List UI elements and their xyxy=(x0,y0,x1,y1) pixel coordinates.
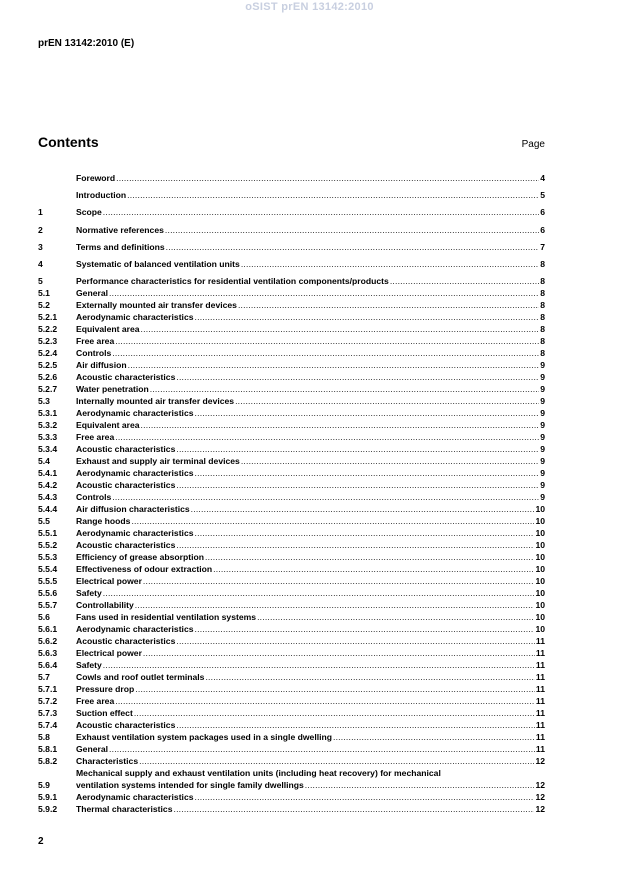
toc-entry-title: Characteristics xyxy=(76,756,139,767)
toc-entry[interactable] xyxy=(38,563,545,575)
toc-entry-page: 9 xyxy=(540,468,545,479)
toc-leader-dots xyxy=(128,359,540,371)
toc-entry-title: Systematic of balanced ventilation units xyxy=(76,258,240,269)
toc-leader-dots xyxy=(195,407,540,419)
toc-entry-number: 5.2.5 xyxy=(38,360,58,371)
toc-entry-number: 5.7 xyxy=(38,672,50,683)
toc-entry-page: 11 xyxy=(535,696,545,707)
toc-entry-title: Electrical power xyxy=(76,576,142,587)
toc-entry-number: 5.5 xyxy=(38,516,50,527)
toc-entry[interactable] xyxy=(38,719,545,731)
toc-entry-number: 5.9 xyxy=(38,780,50,791)
toc-entry-number: 3 xyxy=(38,241,43,252)
toc-entry-number: 1 xyxy=(38,207,43,218)
toc-entry[interactable] xyxy=(38,659,545,671)
toc-entry-page: 10 xyxy=(535,612,545,623)
toc-entry-title: Safety xyxy=(76,588,102,599)
toc-entry-page: 5 xyxy=(540,190,545,201)
toc-entry[interactable] xyxy=(38,479,545,491)
toc-entry[interactable] xyxy=(38,671,545,683)
toc-leader-dots xyxy=(205,671,534,683)
toc-entry[interactable] xyxy=(38,224,545,236)
toc-entry-number: 5.7.4 xyxy=(38,720,58,731)
toc-entry-page: 7 xyxy=(540,241,545,252)
toc-entry[interactable] xyxy=(38,359,545,371)
toc-entry-title-continued: ventilation systems intended for single family dwellings xyxy=(76,780,304,791)
toc-entry[interactable] xyxy=(38,323,545,335)
toc-entry-number: 5.2.7 xyxy=(38,384,58,395)
toc-leader-dots xyxy=(143,647,535,659)
toc-leader-dots xyxy=(333,731,535,743)
toc-entry[interactable] xyxy=(38,803,545,815)
toc-entry-page: 8 xyxy=(540,312,545,323)
toc-entry[interactable] xyxy=(38,287,545,299)
toc-entry[interactable] xyxy=(38,515,545,527)
toc-entry-page: 8 xyxy=(540,288,545,299)
toc-entry[interactable] xyxy=(38,172,545,184)
toc-entry[interactable] xyxy=(38,443,545,455)
toc-entry-page: 8 xyxy=(540,324,545,335)
toc-entry-number: 5.6.4 xyxy=(38,660,58,671)
toc-entry-number: 5.4.3 xyxy=(38,492,58,503)
toc-entry-title: Free area xyxy=(76,432,115,443)
toc-entry-page: 11 xyxy=(535,708,545,719)
watermark: oSIST prEN 13142:2010 xyxy=(245,1,374,13)
toc-entry-number: 5.7.1 xyxy=(38,684,58,695)
toc-entry-page: 9 xyxy=(540,480,545,491)
toc-entry-number: 5.2.1 xyxy=(38,312,58,323)
toc-entry-title: Water penetration xyxy=(76,384,149,395)
toc-entry-number: 5.3.2 xyxy=(38,420,58,431)
toc-entry-page: 10 xyxy=(535,600,545,611)
toc-entry[interactable] xyxy=(38,647,545,659)
toc-entry-title: Scope xyxy=(76,207,102,218)
toc-entry[interactable] xyxy=(38,695,545,707)
toc-entry-title: Electrical power xyxy=(76,648,142,659)
toc-entry-page: 11 xyxy=(535,720,545,731)
toc-entry-page: 10 xyxy=(535,540,545,551)
toc-entry-number: 5.2 xyxy=(38,300,50,311)
toc-entry-number: 5.6.3 xyxy=(38,648,58,659)
toc-leader-dots xyxy=(195,791,535,803)
toc-entry-title: Aerodynamic characteristics xyxy=(76,468,194,479)
toc-entry-page: 10 xyxy=(535,516,545,527)
toc-entry-title: Foreword xyxy=(76,173,116,183)
page-title: Contents xyxy=(38,134,99,150)
toc-entry[interactable] xyxy=(38,587,545,599)
toc-entry-title: Aerodynamic characteristics xyxy=(76,408,194,419)
toc-entry-number: 2 xyxy=(38,224,43,235)
toc-entry-number: 5.3.3 xyxy=(38,432,58,443)
toc-entry-page: 6 xyxy=(540,224,545,235)
toc-entry[interactable] xyxy=(38,767,545,791)
toc-entry-page: 11 xyxy=(535,684,545,695)
toc-entry-number: 5.2.3 xyxy=(38,336,58,347)
toc-entry-page: 11 xyxy=(535,660,545,671)
toc-leader-dots xyxy=(115,695,535,707)
toc-entry-title: Free area xyxy=(76,696,115,707)
toc-entry[interactable] xyxy=(38,347,545,359)
toc-entry-title: Effectiveness of odour extraction xyxy=(76,564,213,575)
toc-entry[interactable] xyxy=(38,539,545,551)
toc-entry[interactable] xyxy=(38,551,545,563)
toc-entry-title: Free area xyxy=(76,336,115,347)
toc-entry-title: Aerodynamic characteristics xyxy=(76,624,194,635)
toc-leader-dots xyxy=(112,347,539,359)
toc-entry-title: Cowls and roof outlet terminals xyxy=(76,672,205,683)
toc-entry-page: 9 xyxy=(540,372,545,383)
toc-entry[interactable] xyxy=(38,419,545,431)
toc-leader-dots xyxy=(115,335,539,347)
toc-entry[interactable] xyxy=(38,395,545,407)
toc-entry-title: Range hoods xyxy=(76,516,131,527)
toc-entry-title: Safety xyxy=(76,660,102,671)
toc-entry-page: 9 xyxy=(540,492,545,503)
toc-entry-page: 11 xyxy=(535,744,545,755)
toc-leader-dots xyxy=(257,611,534,623)
toc-entry-title: Acoustic characteristics xyxy=(76,480,176,491)
toc-entry-number: 5.3 xyxy=(38,396,50,407)
toc-entry[interactable] xyxy=(38,311,545,323)
toc-entry-number: 5.4.4 xyxy=(38,504,58,515)
toc-entry-title: Acoustic characteristics xyxy=(76,372,176,383)
toc-entry-title: Acoustic characteristics xyxy=(76,540,176,551)
toc-entry[interactable] xyxy=(38,455,545,467)
toc-entry-number: 5.7.2 xyxy=(38,696,58,707)
toc-leader-dots xyxy=(195,467,540,479)
toc-entry-page: 9 xyxy=(540,360,545,371)
toc-entry-page: 9 xyxy=(540,384,545,395)
toc-leader-dots xyxy=(141,419,540,431)
toc-entry-number: 5.5.6 xyxy=(38,588,58,599)
toc-entry-page: 9 xyxy=(540,420,545,431)
toc-entry[interactable] xyxy=(38,407,545,419)
toc-leader-dots xyxy=(143,575,535,587)
toc-entry-page: 11 xyxy=(535,648,545,659)
toc-entry-page: 10 xyxy=(535,588,545,599)
toc-leader-dots xyxy=(176,539,534,551)
toc-entry[interactable] xyxy=(38,431,545,443)
toc-entry-number: 5.6.2 xyxy=(38,636,58,647)
toc-leader-dots xyxy=(195,623,535,635)
toc-leader-dots xyxy=(134,707,535,719)
toc-leader-dots xyxy=(174,803,535,815)
toc-entry-number: 5.6 xyxy=(38,612,50,623)
toc-entry-number: 5.5.5 xyxy=(38,576,58,587)
toc-entry-number: 5.8 xyxy=(38,732,50,743)
toc-entry-number: 5.9.2 xyxy=(38,804,58,815)
toc-entry-page: 11 xyxy=(535,672,545,683)
toc-entry-page: 9 xyxy=(540,444,545,455)
toc-entry-number: 5.3.1 xyxy=(38,408,58,419)
toc-entry-number: 5.5.3 xyxy=(38,552,58,563)
toc-entry-title: Internally mounted air transfer devices xyxy=(76,396,235,407)
toc-entry-number: 5.4.1 xyxy=(38,468,58,479)
toc-entry-number: 5.1 xyxy=(38,288,50,299)
toc-leader-dots xyxy=(241,455,539,467)
toc-entry[interactable] xyxy=(38,189,545,201)
toc-leader-dots xyxy=(115,431,539,443)
toc-entry-title: Thermal characteristics xyxy=(76,804,173,815)
toc-leader-dots xyxy=(141,323,540,335)
toc-entry-number: 5.5.2 xyxy=(38,540,58,551)
toc-leader-dots xyxy=(191,503,535,515)
toc-entry[interactable] xyxy=(38,241,545,253)
toc-entry-title: Aerodynamic characteristics xyxy=(76,528,194,539)
toc-entry[interactable] xyxy=(38,707,545,719)
toc-entry[interactable] xyxy=(38,791,545,803)
toc-entry-title: Introduction xyxy=(76,190,127,201)
toc-entry-number: 5.9.1 xyxy=(38,792,58,803)
toc-entry-page: 10 xyxy=(535,564,545,575)
toc-entry-title: Efficiency of grease absorption xyxy=(76,552,204,563)
toc-entry-number: 5.5.4 xyxy=(38,564,58,575)
toc-entry-title: Equivalent area xyxy=(76,324,140,335)
toc-entry-title: Aerodynamic characteristics xyxy=(76,792,194,803)
toc-entry-page: 9 xyxy=(540,408,545,419)
toc-entry-title: Controls xyxy=(76,492,112,503)
toc-entry-title: Pressure drop xyxy=(76,684,135,695)
toc-entry[interactable] xyxy=(38,575,545,587)
toc-entry-title: Normative references xyxy=(76,224,164,235)
toc-entry-number: 5.5.7 xyxy=(38,600,58,611)
toc-entry-number: 5.2.6 xyxy=(38,372,58,383)
toc-entry-title: General xyxy=(76,744,109,755)
toc-entry[interactable] xyxy=(38,527,545,539)
toc-entry-number: 5.5.1 xyxy=(38,528,58,539)
toc-leader-dots xyxy=(176,719,535,731)
toc-entry-page: 8 xyxy=(540,348,545,359)
toc-leader-dots xyxy=(235,395,539,407)
toc-entry[interactable] xyxy=(38,635,545,647)
toc-leader-dots xyxy=(238,299,539,311)
toc-entry-number: 5.8.1 xyxy=(38,744,58,755)
toc-leader-dots xyxy=(150,383,539,395)
toc-entry-title: Exhaust and supply air terminal devices xyxy=(76,456,240,467)
toc-leader-dots xyxy=(305,779,535,791)
toc-leader-dots xyxy=(103,587,535,599)
toc-leader-dots xyxy=(116,172,539,184)
toc-entry[interactable] xyxy=(38,623,545,635)
toc-leader-dots xyxy=(166,241,540,253)
toc-entry-number: 5.8.2 xyxy=(38,756,58,767)
toc-entry[interactable] xyxy=(38,611,545,623)
toc-entry-title: Externally mounted air transfer devices xyxy=(76,300,237,311)
toc-entry-page: 10 xyxy=(535,528,545,539)
toc-entry-page: 8 xyxy=(540,258,545,269)
toc-entry-page: 9 xyxy=(540,432,545,443)
toc-entry-page: 12 xyxy=(535,756,545,767)
toc-entry[interactable] xyxy=(38,275,545,287)
toc-entry-page: 12 xyxy=(535,780,545,791)
toc-leader-dots xyxy=(103,659,535,671)
toc-leader-dots xyxy=(176,443,539,455)
toc-entry-title: General xyxy=(76,288,109,299)
toc-entry-page: 12 xyxy=(535,804,545,815)
toc-entry-number: 5.2.4 xyxy=(38,348,58,359)
toc-entry-page: 9 xyxy=(540,396,545,407)
toc-leader-dots xyxy=(109,287,539,299)
toc-entry-title: Acoustic characteristics xyxy=(76,720,176,731)
toc-entry-page: 10 xyxy=(535,624,545,635)
toc-entry[interactable] xyxy=(38,467,545,479)
toc-entry-title: Equivalent area xyxy=(76,420,140,431)
toc-entry-page: 10 xyxy=(535,552,545,563)
toc-leader-dots xyxy=(176,371,539,383)
toc-entry-number: 5.6.1 xyxy=(38,624,58,635)
toc-entry-title: Air diffusion xyxy=(76,360,127,371)
toc-entry-title: Mechanical supply and exhaust ventilation units (including heat recovery) for mechanical xyxy=(76,768,441,779)
toc-entry-page: 11 xyxy=(535,732,545,743)
toc-entry-page: 6 xyxy=(540,207,545,218)
toc-entry[interactable] xyxy=(38,371,545,383)
toc-leader-dots xyxy=(135,683,535,695)
toc-entry-page: 12 xyxy=(535,792,545,803)
toc-leader-dots xyxy=(165,224,539,236)
page-column-header: Page xyxy=(521,139,545,150)
toc-entry-page: 4 xyxy=(540,173,545,183)
toc-entry-title: Controls xyxy=(76,348,112,359)
toc-entry-page: 9 xyxy=(540,456,545,467)
toc-entry[interactable] xyxy=(38,683,545,695)
toc-leader-dots xyxy=(241,258,539,270)
toc-leader-dots xyxy=(176,479,539,491)
toc-entry-page: 8 xyxy=(540,276,545,287)
toc-entry-title: Fans used in residential ventilation systems xyxy=(76,612,257,623)
toc-entry-number: 5.4 xyxy=(38,456,50,467)
toc-entry[interactable] xyxy=(38,258,545,270)
toc-entry-number: 5.4.2 xyxy=(38,480,58,491)
toc-entry[interactable] xyxy=(38,599,545,611)
toc-leader-dots xyxy=(135,599,535,611)
table-of-contents xyxy=(38,172,545,815)
toc-entry-number: 4 xyxy=(38,258,43,269)
toc-leader-dots xyxy=(103,206,539,218)
toc-entry-page: 11 xyxy=(535,636,545,647)
toc-entry-title: Aerodynamic characteristics xyxy=(76,312,194,323)
toc-entry[interactable] xyxy=(38,743,545,755)
toc-entry-title: Suction effect xyxy=(76,708,133,719)
toc-entry-title: Acoustic characteristics xyxy=(76,636,176,647)
toc-entry[interactable] xyxy=(38,755,545,767)
toc-leader-dots xyxy=(195,527,535,539)
toc-leader-dots xyxy=(205,551,534,563)
toc-entry-page: 8 xyxy=(540,336,545,347)
toc-entry-title: Exhaust ventilation system packages used in a single dwelling xyxy=(76,732,332,743)
toc-leader-dots xyxy=(112,491,539,503)
toc-entry-number: 5.3.4 xyxy=(38,444,58,455)
toc-entry[interactable] xyxy=(38,491,545,503)
toc-entry[interactable] xyxy=(38,335,545,347)
toc-leader-dots xyxy=(213,563,534,575)
toc-entry-number: 5 xyxy=(38,276,43,287)
toc-entry-page: 10 xyxy=(535,576,545,587)
toc-entry[interactable] xyxy=(38,383,545,395)
toc-entry-title: Controllability xyxy=(76,600,134,611)
toc-entry[interactable] xyxy=(38,299,545,311)
toc-leader-dots xyxy=(176,635,535,647)
page-number: 2 xyxy=(38,836,44,847)
document-id: prEN 13142:2010 (E) xyxy=(38,38,135,49)
toc-entry-title: Terms and definitions xyxy=(76,241,165,252)
toc-entry[interactable] xyxy=(38,503,545,515)
toc-entry-number: 5.2.2 xyxy=(38,324,58,335)
toc-entry-number: 5.7.3 xyxy=(38,708,58,719)
toc-leader-dots xyxy=(131,515,534,527)
toc-entry-title: Acoustic characteristics xyxy=(76,444,176,455)
toc-leader-dots xyxy=(195,311,540,323)
toc-entry-page: 10 xyxy=(535,504,545,515)
toc-entry[interactable] xyxy=(38,206,545,218)
toc-leader-dots xyxy=(139,755,534,767)
toc-leader-dots xyxy=(390,275,539,287)
toc-entry-title: Air diffusion characteristics xyxy=(76,504,190,515)
toc-entry[interactable] xyxy=(38,731,545,743)
toc-entry-title: Performance characteristics for residential ventilation components/products xyxy=(76,276,389,287)
toc-leader-dots xyxy=(109,743,535,755)
toc-leader-dots xyxy=(127,189,539,201)
toc-entry-page: 8 xyxy=(540,300,545,311)
